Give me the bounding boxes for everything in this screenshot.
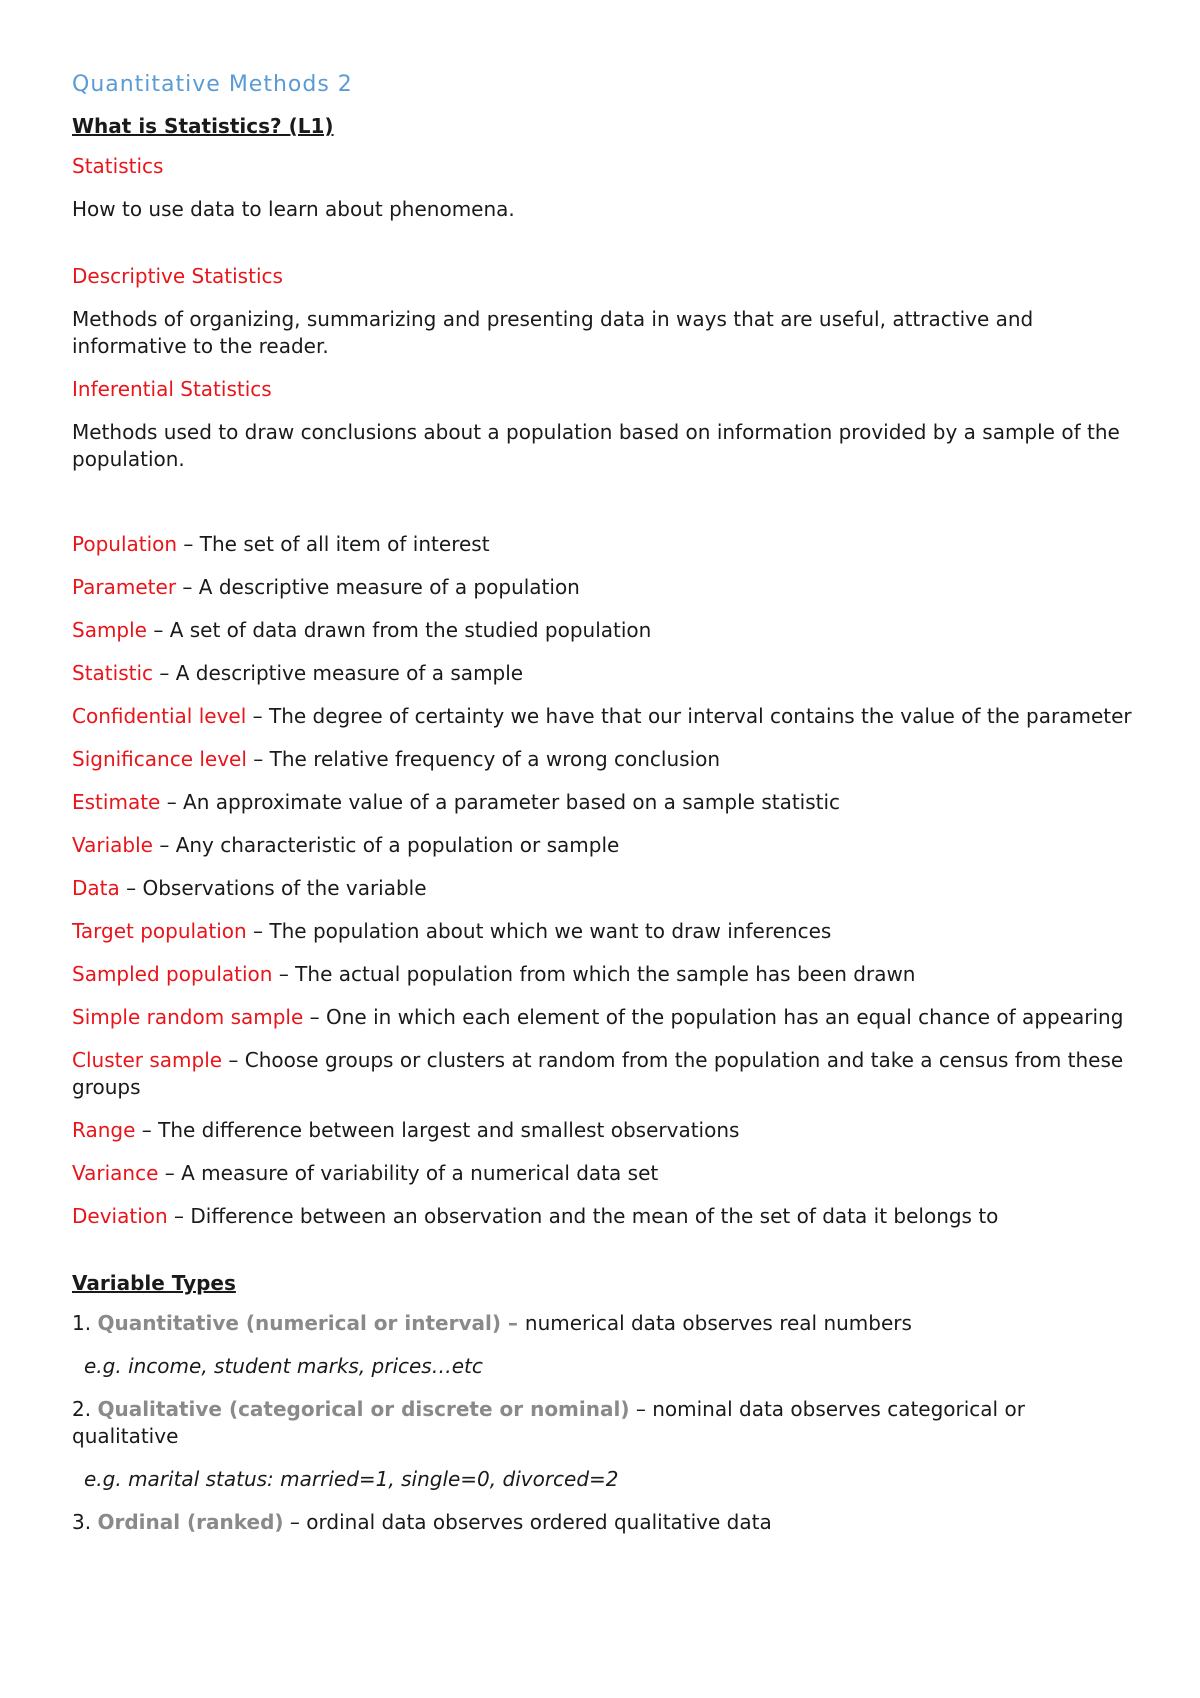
term-definition: – A descriptive measure of a sample	[153, 661, 524, 685]
document-title: Quantitative Methods 2	[72, 72, 353, 97]
term-definition: – A descriptive measure of a population	[176, 575, 580, 599]
term-definition: – Any characteristic of a population or sample	[152, 833, 620, 857]
definition-item	[72, 1047, 1132, 1101]
term-definition: – A measure of variability of a numerical data set	[158, 1161, 659, 1185]
variable-type-example: e.g. income, student marks, prices…etc	[84, 1354, 483, 1378]
term-label: Simple random sample	[72, 1005, 304, 1029]
definition-item	[72, 789, 1132, 816]
descriptive-statistics-label: Descriptive Statistics	[72, 264, 283, 288]
term-definition: – The set of all item of interest	[177, 532, 490, 556]
definition-item	[72, 531, 1132, 558]
document-page	[72, 70, 1132, 1552]
definition-item	[72, 1004, 1132, 1031]
term-label: Statistic	[72, 661, 154, 685]
term-label: Confidential level	[72, 704, 247, 728]
term-label: Cluster sample	[72, 1048, 223, 1072]
descriptive-statistics-text: Methods of organizing, summarizing and presenting data in ways that are useful, attractive and informative to the reader.	[72, 307, 1034, 358]
term-label: Deviation	[72, 1204, 168, 1228]
statistics-text: How to use data to learn about phenomena.	[72, 197, 515, 221]
variable-type-item	[72, 1509, 1132, 1536]
term-definition: – Choose groups or clusters at random from the population and take a census from these groups	[72, 1048, 1124, 1099]
term-label: Estimate	[72, 790, 161, 814]
inferential-statistics-text: Methods used to draw conclusions about a population based on information provided by a sample of the population.	[72, 420, 1120, 471]
definition-item	[72, 1203, 1132, 1230]
term-definition: – The difference between largest and smallest observations	[135, 1118, 740, 1142]
term-definition: – Difference between an observation and the mean of the set of data it belongs to	[167, 1204, 999, 1228]
definition-item	[72, 918, 1132, 945]
item-number: 2.	[72, 1397, 98, 1421]
definition-item	[72, 703, 1132, 730]
term-label: Population	[72, 532, 178, 556]
term-definition: – A set of data drawn from the studied population	[147, 618, 652, 642]
definition-item	[72, 875, 1132, 902]
term-definition: – The degree of certainty we have that our interval contains the value of the parameter	[246, 704, 1132, 728]
definition-item	[72, 574, 1132, 601]
definition-item	[72, 617, 1132, 644]
term-label: Parameter	[72, 575, 177, 599]
variable-type-text: numerical data observes real numbers	[524, 1311, 912, 1335]
term-label: Data	[72, 876, 120, 900]
definition-item	[72, 660, 1132, 687]
term-label: Range	[72, 1118, 136, 1142]
inferential-statistics-label: Inferential Statistics	[72, 377, 272, 401]
variable-type-label: Ordinal (ranked)	[97, 1510, 284, 1534]
term-label: Target population	[72, 919, 247, 943]
term-label: Sampled population	[72, 962, 273, 986]
variable-type-item	[72, 1310, 1132, 1337]
section-heading-variable-types: Variable Types	[72, 1271, 236, 1295]
term-label: Variable	[72, 833, 153, 857]
definition-item	[72, 832, 1132, 859]
definition-item	[72, 1117, 1132, 1144]
definition-item	[72, 1160, 1132, 1187]
variable-type-text: – ordinal data observes ordered qualitative data	[283, 1510, 772, 1534]
term-definition: – The relative frequency of a wrong conclusion	[246, 747, 721, 771]
term-label: Significance level	[72, 747, 247, 771]
variable-type-label: Qualitative (categorical or discrete or nominal)	[97, 1397, 630, 1421]
variable-type-label: Quantitative (numerical or interval) –	[97, 1311, 525, 1335]
term-definition: – An approximate value of a parameter based on a sample statistic	[160, 790, 841, 814]
definitions-list	[72, 531, 1132, 1230]
definition-item	[72, 746, 1132, 773]
term-definition: – The population about which we want to draw inferences	[246, 919, 832, 943]
term-label: Sample	[72, 618, 147, 642]
statistics-label: Statistics	[72, 154, 164, 178]
section-heading-statistics: What is Statistics? (L1)	[72, 114, 334, 138]
term-definition: – The actual population from which the sample has been drawn	[272, 962, 916, 986]
variable-type-text: – nominal data observes categorical or qualitative	[72, 1397, 1025, 1448]
item-number: 1.	[72, 1311, 98, 1335]
term-label: Variance	[72, 1161, 159, 1185]
variable-type-item	[72, 1396, 1132, 1450]
variable-type-example: e.g. marital status: married=1, single=0, divorced=2	[84, 1467, 619, 1491]
item-number: 3.	[72, 1510, 98, 1534]
term-definition: – Observations of the variable	[119, 876, 427, 900]
definition-item	[72, 961, 1132, 988]
term-definition: – One in which each element of the population has an equal chance of appearing	[303, 1005, 1124, 1029]
